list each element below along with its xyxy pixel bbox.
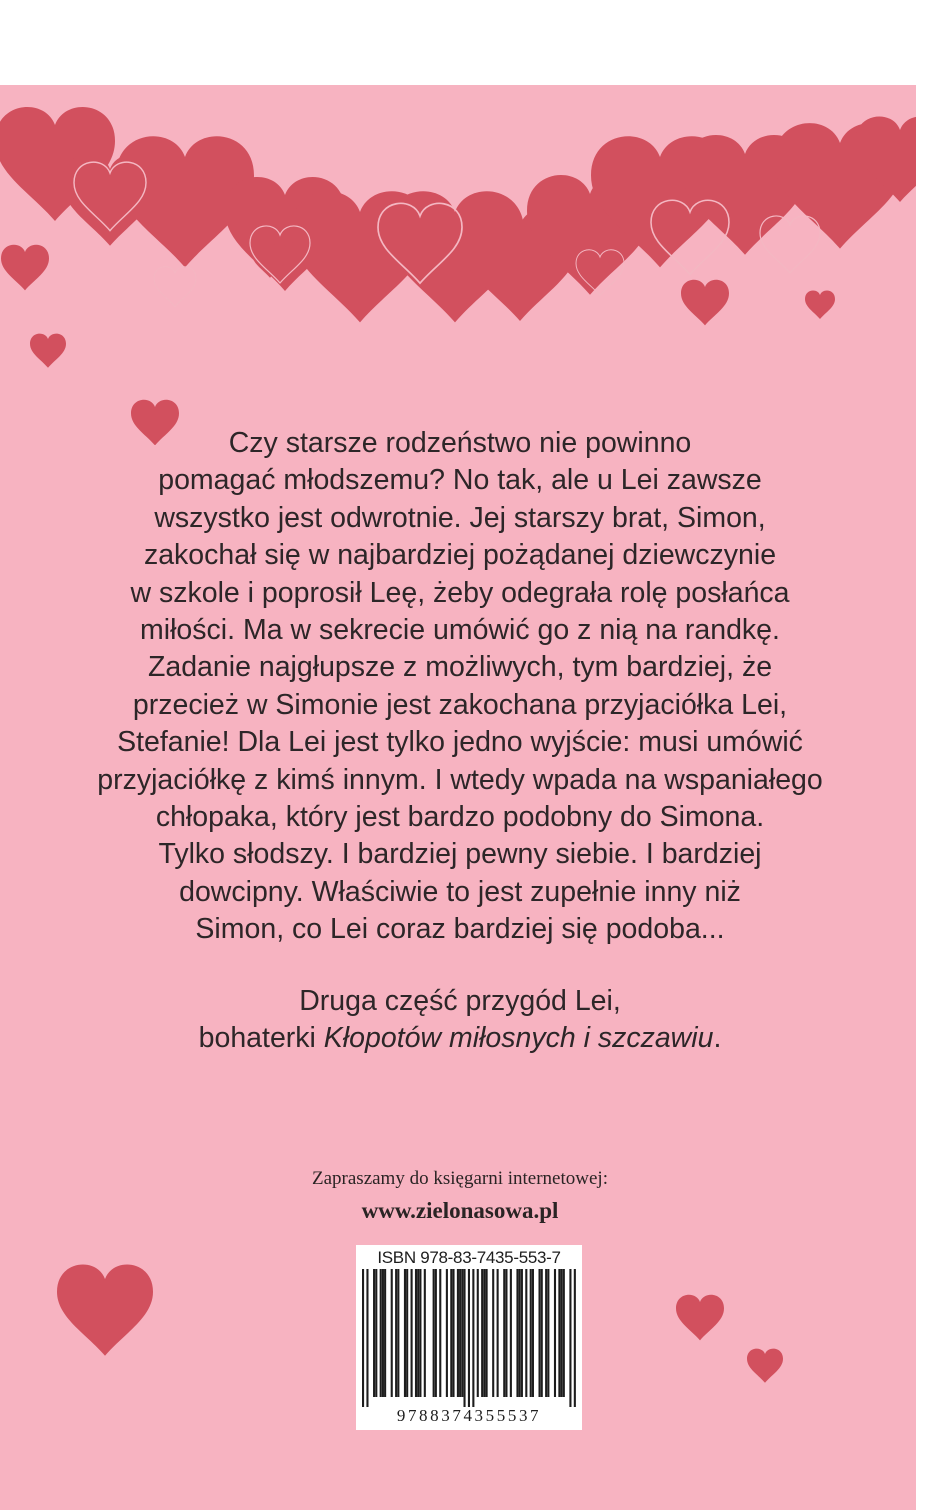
- blurb-line: Zadanie najgłupsze z możliwych, tym bardziej, że: [147, 651, 773, 684]
- blurb-line: przyjaciółkę z kimś innym. I wtedy wpada na wspaniałego: [97, 763, 823, 796]
- blurb-line: Czy starsze rodzeństwo nie powinno: [228, 427, 692, 459]
- blurb-line: Simon, co Lei coraz bardziej się podoba...: [195, 913, 725, 946]
- tagline-prefix: bohaterki: [198, 1022, 324, 1055]
- series-tagline: [20, 983, 900, 1058]
- barcode-bars: [362, 1269, 576, 1407]
- blurb-line: miłości. Ma w sekrecie umówić go z nią na randkę.: [140, 614, 780, 647]
- blurb-line: chłopaka, który jest bardzo podobny do Simona.: [155, 801, 765, 834]
- hearts-border-illustration: [0, 85, 916, 445]
- tagline-line-1: Druga część przygód Lei,: [299, 985, 621, 1017]
- blurb-line: Stefanie! Dla Lei jest tylko jedno wyjście: musi umówić: [117, 726, 803, 759]
- blurb-text: [20, 425, 900, 949]
- isbn-label: ISBN 978-83-7435-553-7: [377, 1248, 561, 1267]
- blurb-line: wszystko jest odwrotnie. Jej starszy brat, Simon,: [154, 501, 766, 534]
- blurb-line: w szkole i poprosił Leę, żeby odegrała rolę posłańca: [130, 576, 790, 609]
- blurb-line: pomagać młodszemu? No tak, ale u Lei zawsze: [158, 464, 762, 497]
- publisher-website: www.zielonasowa.pl: [361, 1198, 559, 1223]
- blurb-line: Tylko słodszy. I bardziej pewny siebie. I bardziej: [158, 838, 762, 871]
- blurb-line: zakochał się w najbardziej pożądanej dziewczynie: [143, 539, 777, 572]
- previous-book-title: Kłopotów miłosnych i szczawiu: [323, 1022, 714, 1055]
- blurb-line: przecież w Simonie jest zakochana przyjaciółka Lei,: [132, 688, 788, 721]
- tagline-suffix: .: [713, 1022, 722, 1055]
- blurb-line: dowcipny. Właściwie to jest zupełnie inny niż: [179, 875, 741, 908]
- barcode-digits: 9788374355537: [396, 1406, 542, 1425]
- book-back-cover: [0, 85, 916, 1510]
- bookstore-invite: Zapraszamy do księgarni internetowej:: [312, 1168, 608, 1189]
- tagline-line-2: [20, 1020, 900, 1057]
- isbn-barcode: [356, 1245, 582, 1430]
